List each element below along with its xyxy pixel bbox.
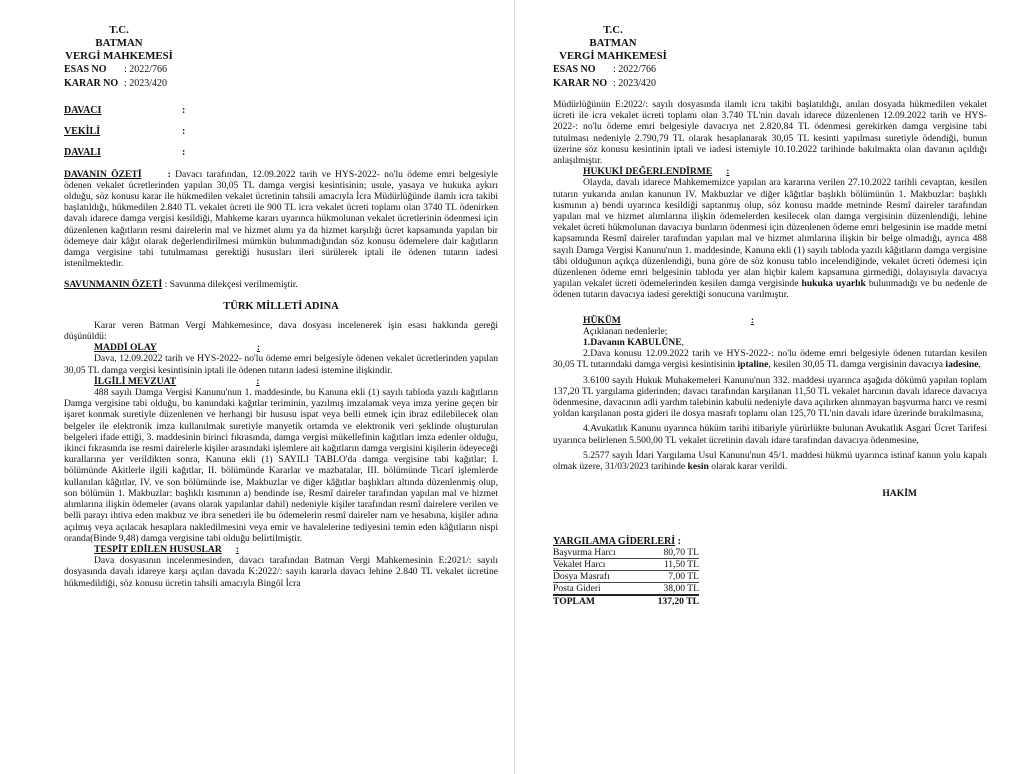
- maddi-olay-text: Dava, 12.09.2022 tarih ve HYS-2022- no'lu ödeme emri belgesiyle ödenen vekalet ücretlerinden yapılan 30,05 TL damga vergisi kesintisinin iptali ile ödenen tutarın iadesi istemine ilişkindir.: [64, 353, 498, 376]
- savunma-text: : Savunma dilekçesi verilmemiştir.: [164, 279, 298, 291]
- esas-line: [553, 63, 987, 77]
- left-page: [64, 24, 498, 589]
- hukum-item-1: 1.Davanın KABULÜNE,: [583, 337, 685, 349]
- costs-total-row: TOPLAM 137,20 TL: [553, 595, 699, 607]
- party-davali: DAVALI :: [64, 147, 186, 159]
- right-page: [553, 24, 987, 607]
- karar-value: : 2023/420: [613, 78, 657, 89]
- esas-value: : 2022/766: [613, 64, 657, 75]
- right-header: [553, 24, 673, 63]
- costs-table: [553, 547, 699, 607]
- karar-line: [64, 77, 498, 91]
- karar-label: KARAR NO: [64, 78, 119, 89]
- tespit-continued: Müdürlüğünün E:2022/: sayılı dosyasında ilamlı icra takibi başlatıldığı, anılan dosyada hükmedilen vekalet ücreti ile icra vekalet ücreti toplamı olan 3.740 TL'nin davalı idarece düzenlenen 12.09.2022 tarih ve HYS-2022-: no'lu ödeme emri belgesiyle davacıya net 2.820,84 TL ödenmesi gerekirken damga vergisine tabi tutulması nedeniyle 2.790,79 TL olarak hesaplanarak 30,05 TL kesinti yapılması suretiyle ödendiği, bunun üzerine söz konusu kesintinin iptali ve iadesi istemiyle 10.10.2022 tarihinde bakılmakta olan davanın açıldığı anlaşılmıştır.: [553, 99, 987, 167]
- tespit-text: Dava dosyasının incelenmesinden, davacı tarafından Batman Vergi Mahkemesinin E:2021/: sayılı dosyasında davalı idareye karşı açılan davada K:2022/: sayılı kararla davacı lehine 2.840 TL vekalet ücretine hükmedildiği, söz konusu ücretin tahsili amacıyla Bingöl İcra: [64, 555, 498, 589]
- hukuki-text: Olayda, davalı idarece Mahkememizce yapılan ara kararına verilen 27.10.2022 tarihli cevaptan, kesilen tutarın yukarıda anılan kanunun IV. Makbuzlar ve diğer kâğıtlar başlıklı bölümünün 1. Makbuzlar: başlıklı kısmının a) bendi uyarınca kesildiği saptanmış olup, söz konusu madde metninde Resmî daireler tarafından yapılan mal ve hizmet alımlarına ilişkin ödemelerden kesilecek olan damga vergisinin düzenlendiği, lehine vekalet ücreti hükmolunan davacıya bunların ödenmesi için düzenlenen ödeme emri belgesinin ise madde metni kapsamında Resmî daireler tarafından yapılan mal ve hizmet alımlarına ilişkin bir belge olmadığı, ayrıca 488 sayılı Damga Vergisi Kanunu'nun 1. maddesinde, Kanuna ekli (1) sayılı tabloda yazılı kâğıtların damga vergisine tâbi olduğunun açıkça düzenlendiği, buna göre de söz konusu tablo incelendiğinde, vekalet ücreti ödemesi için düzenlenen ödeme emri belgesinin tabloda yer alan hiçbir kalem kapsamına girmediği, dolayısıyla davacıya yapılan vekalet ücreti ödemelerinden kesilen damga vergisinde hukuka uyarlık bulunmadığı ve bu nedenle de ödenen tutarın davacıya iadesi gerektiği sonucuna varılmıştır.: [553, 177, 987, 301]
- table-row: Vekalet Harcı 11,50 TL: [553, 558, 699, 570]
- header-city: BATMAN: [95, 37, 143, 49]
- header-court: VERGİ MAHKEMESİ: [65, 50, 173, 62]
- mevzuat-heading: İLGİLİ MEVZUAT :: [94, 375, 260, 387]
- costs-title: YARGILAMA GİDERLERİ :: [553, 535, 681, 547]
- tespit-heading: TESPİT EDİLEN HUSUSLAR :: [94, 543, 239, 555]
- ozet-label: DAVANIN ÖZETİ: [64, 168, 142, 180]
- table-row: Dosya Masrafı 7,00 TL: [553, 570, 699, 582]
- page-divider: [514, 0, 515, 774]
- hukum-item-3: 3.6100 sayılı Hukuk Muhakemeleri Kanunu'nun 332. maddesi uyarınca aşağıda dökümü yapılan toplam 137,20 TL yargılama giderinden; davacı tarafından karşılanan 11,50 TL vekalet harcının davalı idarece davacıya ödenmesine, davacının adli yardım talebinin kabulü nedeniyle dava açılırken alınmayan başvurma harcı ve resmi yoldan karşılanan posta gideri ile dosya masrafı toplamı olan 125,70 TL'nin davalı idare üzerinde bırakılmasına,: [553, 374, 987, 420]
- esas-label: ESAS NO: [64, 64, 107, 75]
- header-city: BATMAN: [589, 37, 637, 49]
- table-row: Başvurma Harcı 80,70 TL: [553, 546, 699, 558]
- hukum-item-2: 2.Dava konusu 12.09.2022 tarih ve HYS-2022-: no'lu ödeme emri belgesiyle ödenen tutardan kesilen 30,05 TL tutarındaki damga vergisi kesintisinin iptaline, kesilen 30,05 TL damga vergisinin davacıya iadesine,: [553, 348, 987, 371]
- left-header: [64, 24, 174, 63]
- maddi-olay-heading: MADDİ OLAY :: [94, 342, 261, 354]
- hukuki-heading: HUKUKİ DEĞERLENDİRME :: [583, 166, 730, 178]
- header-tc: T.C.: [109, 24, 129, 36]
- ozet-text: Davacı tarafından, 12.09.2022 tarih ve HYS-2022- no'lu ödeme emri belgesiyle ödenen vekalet ücretlerinden yapılan 30,05 TL damga vergisi kesintisinin; usule, yasaya ve hukuka aykırı olduğu, söz konusu karar ile hükmedilen vekalet ücretinin tahsili amacıyla İcra Müdürlüğünde ilamlı icra takibi başlatıldığı, hükmedilen 2.840 TL vekalet ücreti ile 900 TL icra vekalet ücreti toplamı olan 3740 TL ödenirken davalı idarece damga vergisi kesildiği, Mahkeme kararı uyarınca hükmolunan vekalet ücretlerinin ödenmesi için düzenlenen kağıtların resmi dairelerin mal ve hizmet alımı ya da hizmet karşılığı ücret kapsamında yapılan bir ödemeye dair kâğıt olarak değerlendirilmesi mümkün bulunmadığından söz konusu ödemelere dair kağıtların damga vergisine tabi tutulmaması gerektiği hususları ileri sürülerek iptali ile ödenen tutarın iadesi istenilmektedir.: [64, 168, 498, 270]
- dava-ozeti: DAVANIN ÖZETİ : Davacı tarafından, 12.09.2022 tarih ve HYS-2022- no'lu ödeme emri belgesiyle ödenen vekalet ücretlerinden yapılan 30,05 TL damga vergisi kesintisinin; usule, yasaya ve hukuka aykırı olduğu, söz konusu karar ile hükmedilen vekalet ücretinin tahsili amacıyla İcra Müdürlüğünde ilamlı icra takibi başlatıldığı, hükmedilen 2.840 TL vekalet ücreti ile 900 TL icra vekalet ücreti toplamı olan 3740 TL ödenirken davalı idarece damga vergisi kesildiği, Mahkeme kararı uyarınca hükmolunan vekalet ücretlerinin ödenmesi için düzenlenen kağıtların resmi dairelerin mal ve hizmet alımı ya da hizmet karşılığı ücret kapsamında yapılan bir ödemeye dair kâğıt olarak değerlendirilmesi mümkün bulunmadığından söz konusu ödemelere dair kağıtların damga vergisine tabi tutulmaması gerektiği hususları ileri sürülerek iptali ile ödenen tutarın iadesi istenilmektedir.: [64, 168, 498, 270]
- mevzuat-text: 488 sayılı Damga Vergisi Kanunu'nun 1. maddesinde, bu Kanuna ekli (1) sayılı tabloda yazılı kağıtların Damga vergisine tabi olduğu, bu kanundaki kağıtlar teriminin, yazılmış imzalamak veya imza yerine geçen bir işaret konmak suretiyle düzenlenen ve herhangi bir hususu ispat veya belli etmek için ibraz edilebilecek olan belgeler ile elektronik imza kullanılmak suretiyle manyetik ortamda ve elektronik veri şeklinde oluşturulan belgeleri ifade ettiği, 3. maddesinin birinci fıkrasında, damga vergisi mükellefinin kağıtları imza edenler olduğu, ikinci fıkrasında ise resmi dairelerle kişiler arasındaki işlemlere ait kağıtların damga vergisini kişilerin ödeyeceği kurallarına yer verildikten sonra, Kanuna ekli (1) SAYILI TABLO'da damga vergisine tabi kağıtlar; I. bölümünde Akitlerle ilgili kağıtlar, II. bölümünde Kararlar ve mazbatalar, III. bölümünde Ticarî işlemlerde kullanılan kâğıtlar, IV. ve son bölümünde ise, Makbuzlar ve diğer kâğıtlar başlıkları altında düzenlenmiş olup, son bölümün 1. Makbuzlar: başlıklı kısmının a) bendinde ise, Resmî daireler tarafından yapılan mal ve hizmet alımlarına ilişkin ödemeler (avans olarak yapılanlar dahil) nedeniyle kişiler tarafından resmî dairelere verilen ve belli parayı ihtiva eden makbuz ve ibra senetleri ile bu ödemelerin resmî daireler nam ve hesabına, kişiler adına açılmış veya açılacak hesaplara nakledilmesini veya emir ve havalelerine tediyesini temin eden kâğıtların nispi oranda(Binde 9,48) damga vergisine tabi olduğu belirtilmiştir.: [64, 387, 498, 544]
- esas-value: : 2022/766: [124, 64, 168, 75]
- millet-adina: TÜRK MİLLETİ ADINA: [223, 300, 339, 312]
- hukum-item-5: 5.2577 sayılı İdari Yargılama Usul Kanunu'nun 45/1. maddesi hükmü uyarınca istinaf kanun yolu kapalı olmak üzere, 31/03/2023 tarihinde kesin olarak karar verildi.: [553, 449, 987, 473]
- header-court: VERGİ MAHKEMESİ: [559, 50, 667, 62]
- aciklanan-nedenler: Açıklanan nedenlerle;: [583, 325, 668, 337]
- party-vekili: VEKİLİ :: [64, 126, 186, 138]
- hukum-item-4: 4.Avukatlık Kanunu uyarınca hüküm tarihi itibariyle yürürlükte bulunan Avukatlık Asgari Ücret Tarifesi uyarınca belirlenen 5.500,00 TL vekalet ücretinin davalı idare tarafından davacıya ödenmesine,: [553, 423, 987, 446]
- karar-label: KARAR NO: [553, 78, 608, 89]
- savunma-ozeti: [64, 279, 498, 290]
- esas-label: ESAS NO: [553, 64, 596, 75]
- savunma-label: SAVUNMANIN ÖZETİ: [64, 279, 163, 291]
- table-row: Posta Gideri 38,00 TL: [553, 582, 699, 594]
- karar-value: : 2023/420: [124, 78, 168, 89]
- karar-line: [553, 77, 987, 91]
- karar-intro: Karar veren Batman Vergi Mahkemesince, dava dosyası incelenerek işin esası hakkında gereği düşünüldü:: [64, 319, 498, 343]
- esas-line: [64, 63, 498, 77]
- hakim-signature-label: HAKİM: [882, 488, 917, 500]
- header-tc: T.C.: [603, 24, 623, 36]
- hukum-heading: HÜKÜM :: [583, 314, 755, 326]
- party-davaci: DAVACI :: [64, 105, 186, 116]
